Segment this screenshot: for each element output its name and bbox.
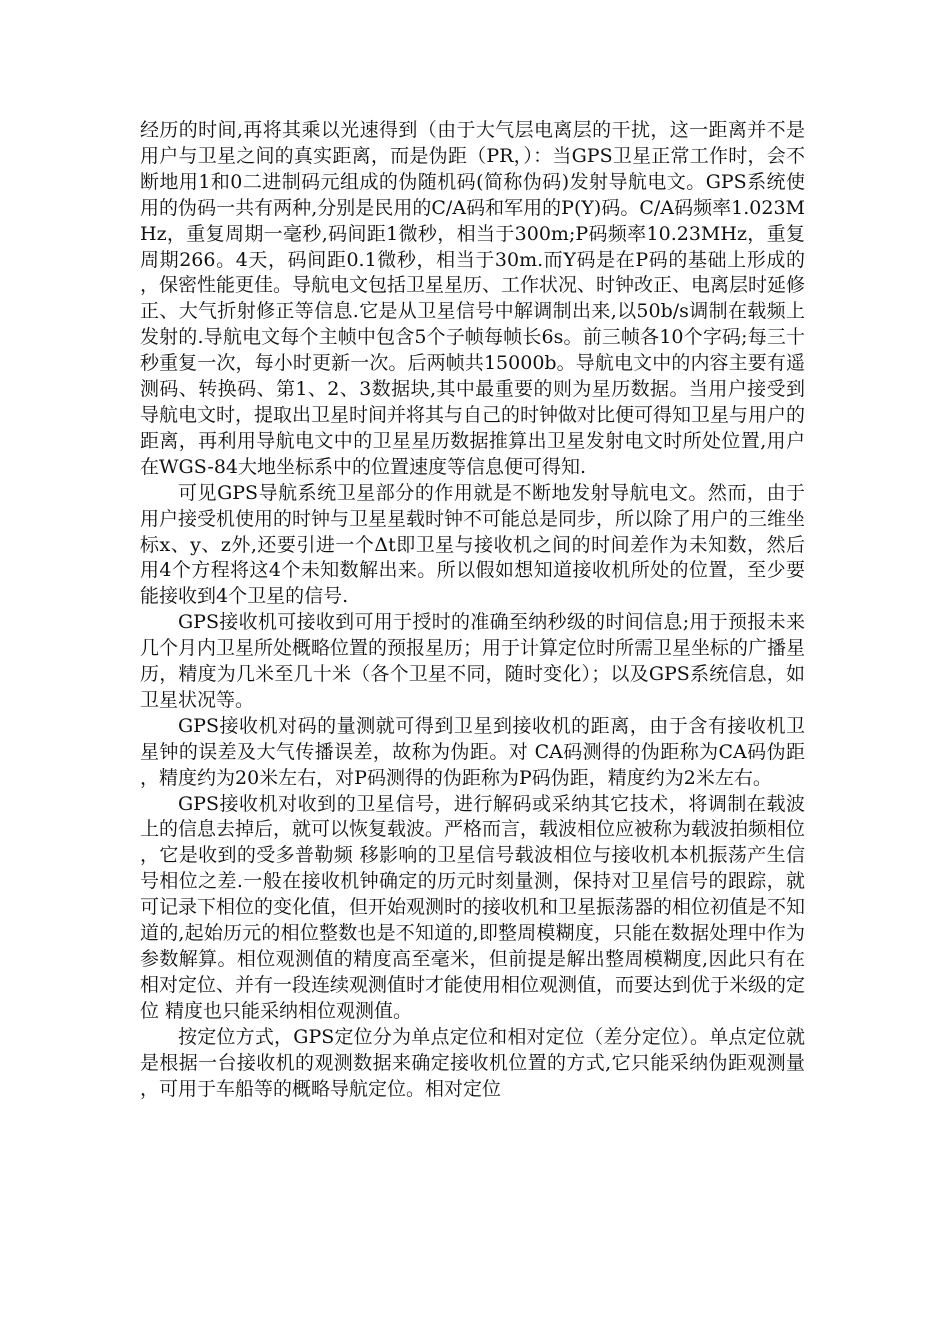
paragraph-code-measurement: GPS接收机对码的量测就可得到卫星到接收机的距离，由于含有接收机卫星钟的误差及大气传播误差，故称为伪距。对 CA码测得的伪距称为CA码伪距，精度约为20米左右，对P码测得的伪距称为P码伪距，精度约为2米左右。 xyxy=(140,714,805,789)
paragraph-receiver-info: GPS接收机可接收到可用于授时的准确至纳秒级的时间信息;用于预报未来几个月内卫星所处概略位置的预报星历；用于计算定位时所需卫星坐标的广播星历，精度为几米至几十米（各个卫星不同，随时变化）；以及GPS系统信息，如卫星状况等。 xyxy=(140,611,806,711)
paragraph-satellite-role: 可见GPS导航系统卫星部分的作用就是不断地发射导航电文。然而，由于用户接受机使用的时钟与卫星星载时钟不可能总是同步，所以除了用户的三维坐标x、y、z外,还要引进一个Δt即卫星与接收机之间的时间差作为未知数，然后用4个方程将这4个未知数解出来。所以假如想知道接收机所处的位置，至少要能接收到4个卫星的信号. xyxy=(140,481,806,608)
paragraph-positioning-modes: 按定位方式，GPS定位分为单点定位和相对定位（差分定位）。单点定位就是根据一台接收机的观测数据来确定接收机位置的方式,它只能采纳伪距观测量，可用于车船等的概略导航定位。相对定位 xyxy=(140,1025,805,1100)
paragraph-carrier-phase: GPS接收机对收到的卫星信号，进行解码或采纳其它技术，将调制在载波上的信息去掉后，就可以恢复载波。严格而言，载波相位应被称为载波拍频相位，它是收到的受多普勒频 移影响的卫星信号载波相位与接收机本机振荡产生信号相位之差.一般在接收机钟确定的历元时刻量测，保持对卫星信号的跟踪，就可记录下相位的变化值，但开始观测时的接收机和卫星振荡器的相位初值是不知道的,起始历元的相位整数也是不知道的,即整周模糊度，只能在数据处理中作为参数解算。相位观测值的精度高至毫米，但前提是解出整周模糊度,因此只有在相对定位、并有一段连续观测值时才能使用相位观测值，而要达到优于米级的定位 精度也只能采纳相位观测值。 xyxy=(140,792,806,1022)
document-page xyxy=(140,118,805,1102)
paragraph-pseudorange-intro: 经历的时间,再将其乘以光速得到（由于大气层电离层的干扰，这一距离并不是用户与卫星之间的真实距离，而是伪距（PR，）：当GPS卫星正常工作时，会不断地用1和0二进制码元组成的伪随机码(简称伪码)发射导航电文。GPS系统使用的伪码一共有两种,分别是民用的C/A码和军用的P(Y)码。C/A码频率1.023MHz，重复周期一毫秒,码间距1微秒，相当于300m;P码频率10.23MHz，重复周期266。4天，码间距0.1微秒，相当于30m.而Y码是在P码的基础上形成的，保密性能更佳。导航电文包括卫星星历、工作状况、时钟改正、电离层时延修正、大气折射修正等信息.它是从卫星信号中解调制出来,以50b/s调制在载频上发射的.导航电文每个主帧中包含5个子帧每帧长6s。前三帧各10个字码;每三十秒重复一次，每小时更新一次。后两帧共15000b。导航电文中的内容主要有遥测码、转换码、第1、2、3数据块,其中最重要的则为星历数据。当用户接受到导航电文时，提取出卫星时间并将其与自己的时钟做对比便可得知卫星与用户的距离，再利用导航电文中的卫星星历数据推算出卫星发射电文时所处位置,用户在WGS-84大地坐标系中的位置速度等信息便可得知. xyxy=(140,119,806,478)
